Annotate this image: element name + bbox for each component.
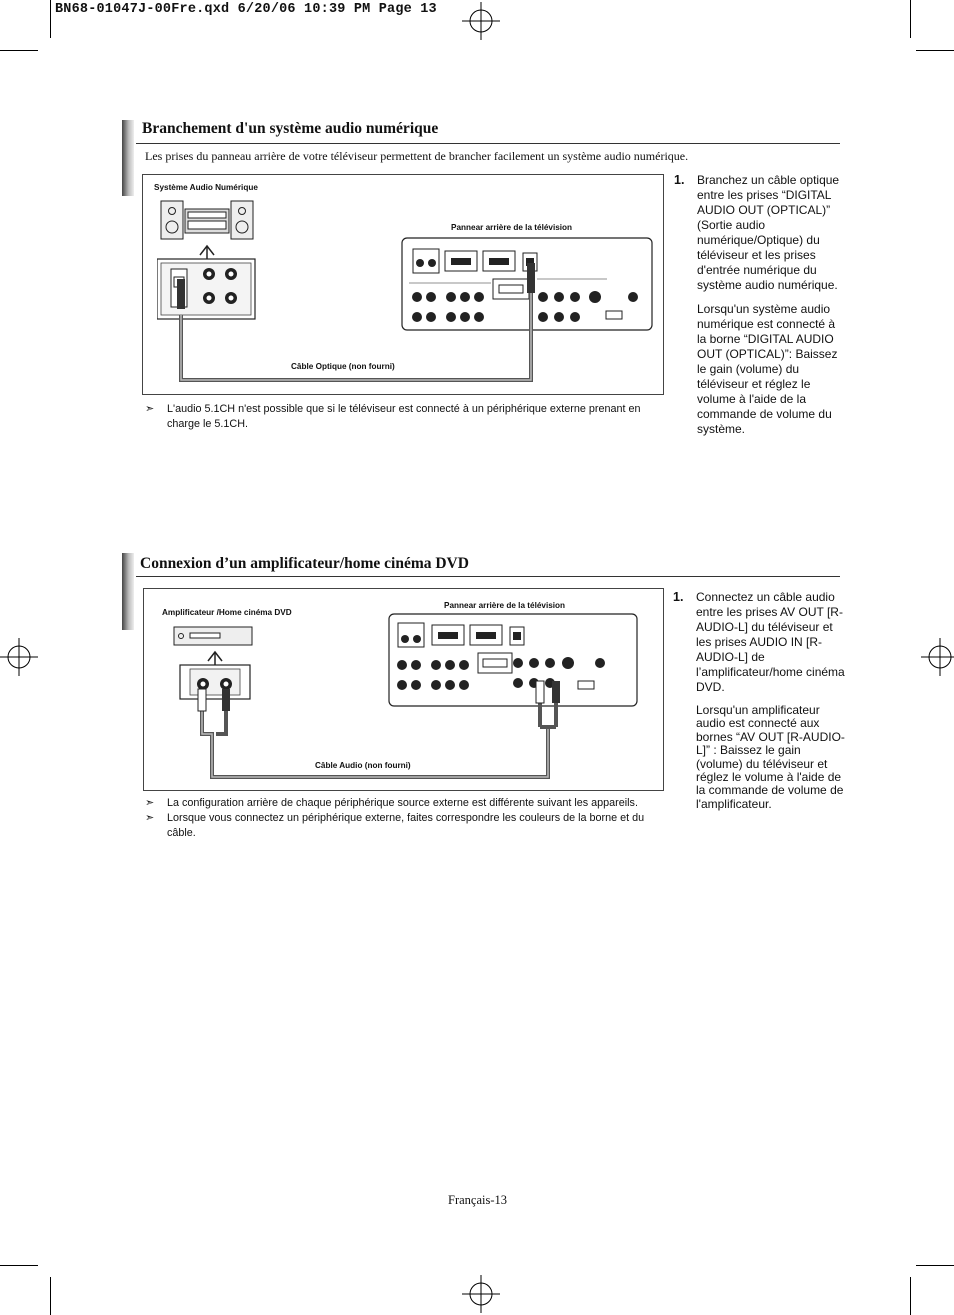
note-arrow-icon: ➣ bbox=[145, 797, 155, 809]
tv-panel-label: Pannear arrière de la télévision bbox=[444, 601, 566, 610]
device-label: Système Audio Numérique bbox=[154, 183, 258, 192]
device-label: Amplificateur /Home cinéma DVD bbox=[162, 608, 292, 617]
section-marker-bar bbox=[122, 553, 134, 630]
crop-mark bbox=[910, 0, 911, 38]
registration-mark-icon bbox=[920, 638, 954, 676]
section-title: Branchement d'un système audio numérique bbox=[142, 120, 439, 137]
note-item bbox=[145, 811, 660, 839]
note-arrow-icon: ➣ bbox=[145, 403, 155, 415]
cable-label: Câble Audio (non fourni) bbox=[315, 761, 411, 770]
crop-mark bbox=[50, 0, 51, 38]
section-rule bbox=[136, 576, 840, 577]
cable-label: Câble Optique (non fourni) bbox=[291, 362, 395, 371]
note-item bbox=[145, 796, 660, 811]
step-number: 1. bbox=[673, 590, 684, 604]
section-intro: Les prises du panneau arrière de votre téléviseur permettent de brancher facilement un système audio numérique. bbox=[145, 149, 689, 163]
audio-cable-illustration bbox=[144, 589, 663, 790]
section-marker-bar bbox=[122, 120, 134, 196]
section-title: Connexion d’un amplificateur/home cinéma DVD bbox=[140, 555, 469, 572]
step-paragraph: Connectez un câble audio entre les prises AV OUT [R-AUDIO-L] du téléviseur et les prises AUDIO IN [R-AUDIO-L] de l’amplificateur/home cinéma DVD. bbox=[696, 590, 845, 694]
registration-mark-icon bbox=[0, 638, 38, 676]
optical-cable-illustration bbox=[143, 175, 663, 394]
crop-mark bbox=[0, 1265, 38, 1266]
connection-diagram bbox=[143, 588, 664, 791]
file-header-line: BN68-01047J-00Fre.qxd 6/20/06 10:39 PM Page 13 bbox=[55, 2, 437, 17]
note-arrow-icon: ➣ bbox=[145, 812, 155, 824]
crop-mark bbox=[916, 50, 954, 51]
step-number: 1. bbox=[674, 173, 685, 187]
step-instructions bbox=[697, 173, 847, 437]
crop-mark bbox=[916, 1265, 954, 1266]
note-text: Lorsque vous connectez un périphérique externe, faites correspondre les couleurs de la borne et du câble. bbox=[167, 812, 645, 839]
note-text: La configuration arrière de chaque périphérique source externe est différente suivant les appareils. bbox=[167, 797, 638, 809]
step-paragraph: Branchez un câble optique entre les prises “DIGITAL AUDIO OUT (OPTICAL)” (Sortie audio numérique/Optique) du téléviseur et les prises d'entrée numérique du système audio numérique. bbox=[697, 173, 840, 292]
connection-diagram bbox=[142, 174, 664, 395]
page-number: Français-13 bbox=[448, 1193, 508, 1207]
section-rule bbox=[136, 143, 840, 144]
note-item bbox=[145, 402, 655, 430]
note-text: L'audio 5.1CH n'est possible que si le téléviseur est connecté à un périphérique externe prenant en charge le 5.1CH. bbox=[167, 403, 641, 430]
crop-mark bbox=[50, 1277, 51, 1315]
crop-mark bbox=[0, 50, 38, 51]
registration-mark-icon bbox=[462, 1275, 500, 1313]
tv-panel-label: Pannear arrière de la télévision bbox=[451, 223, 573, 232]
step-paragraph: Lorsqu'un système audio numérique est connecté à la borne “DIGITAL AUDIO OUT (OPTICAL)”: Baissez le gain (volume) du téléviseur et réglez le volume à l'aide de la commande de volume du système. bbox=[697, 302, 838, 436]
step-instructions bbox=[696, 590, 848, 811]
step-paragraph: Lorsqu'un amplificateur audio est connecté aux bornes “AV OUT [R-AUDIO-L]” : Baissez le gain (volume) du téléviseur et réglez le volume à l'aide de la commande de volume de l'amplificateur. bbox=[696, 703, 845, 811]
crop-mark bbox=[910, 1277, 911, 1315]
registration-mark-icon bbox=[462, 2, 500, 40]
